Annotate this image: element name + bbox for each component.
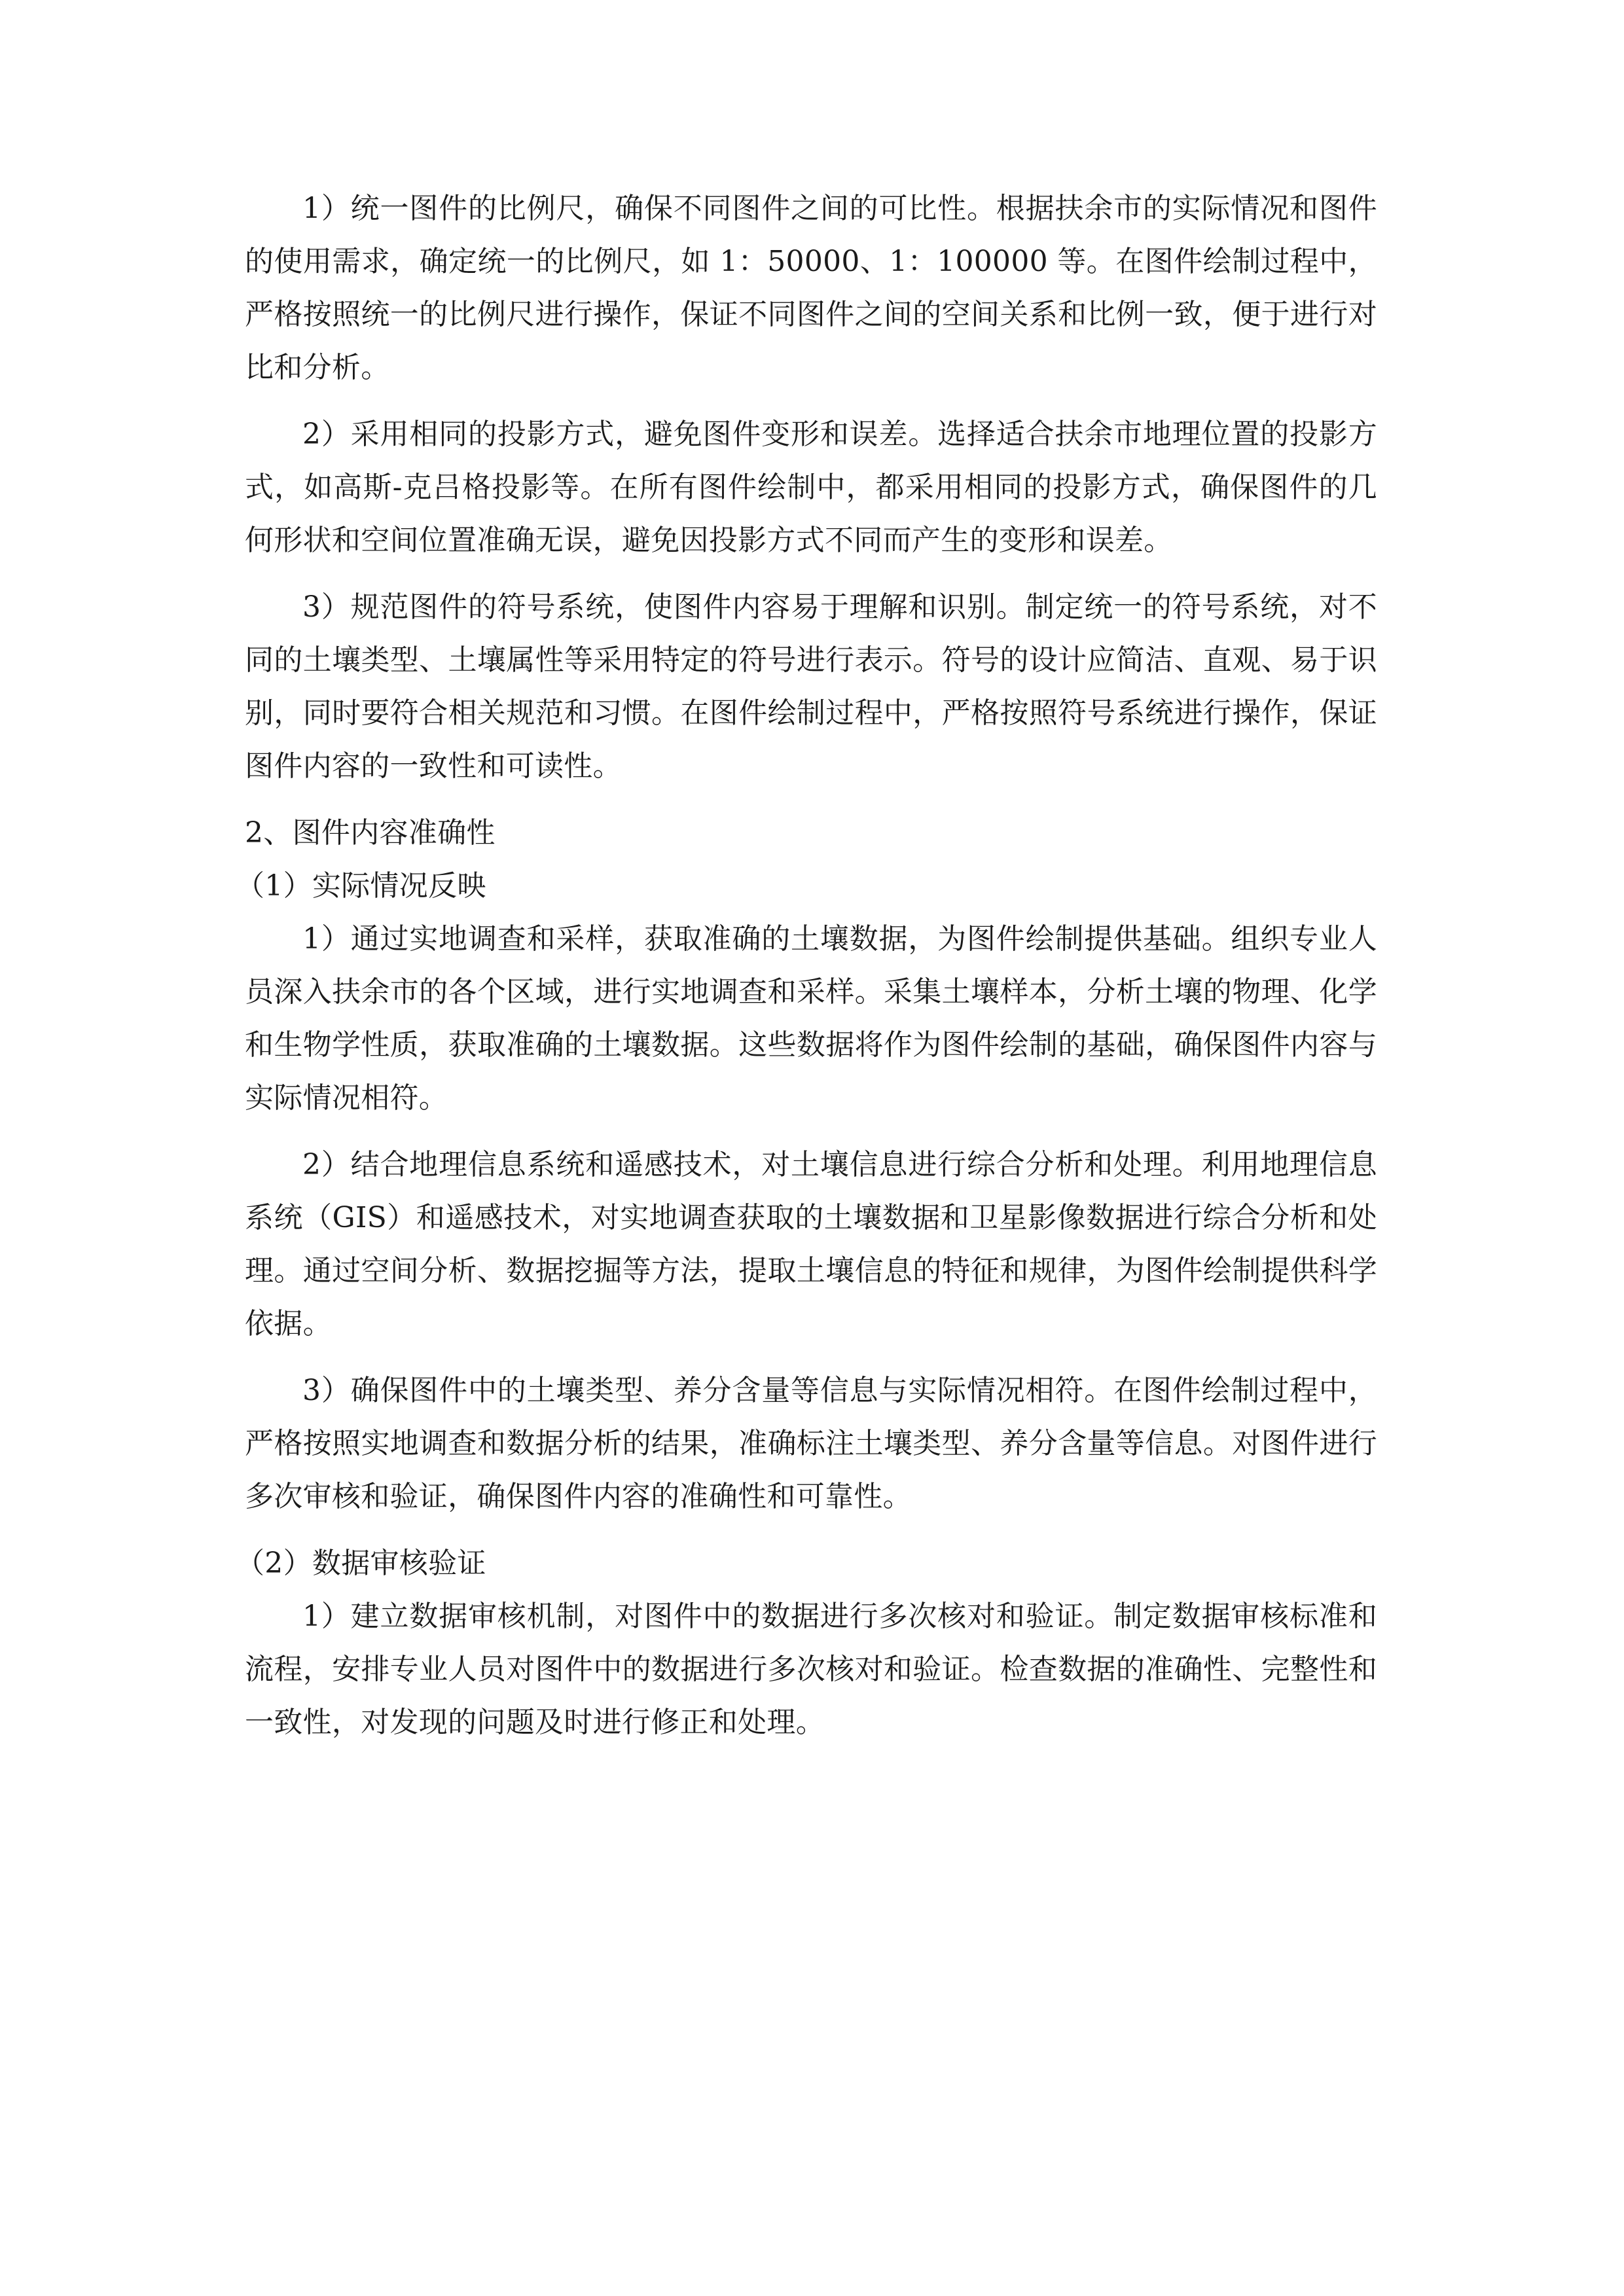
paragraph-gis-analysis: 2）结合地理信息系统和遥感技术，对土壤信息进行综合分析和处理。利用地理信息系统（GIS）和遥感技术，对实地调查获取的土壤数据和卫星影像数据进行综合分析和处理。通过空间分析、数据挖掘等方法，提取土壤信息的特征和规律，为图件绘制提供科学依据。 <box>245 1148 1377 1340</box>
paragraph-soil-info: 3）确保图件中的土壤类型、养分含量等信息与实际情况相符。在图件绘制过程中，严格按照实地调查和数据分析的结果，准确标注土壤类型、养分含量等信息。对图件进行多次审核和验证，确保图件内容的准确性和可靠性。 <box>245 1374 1377 1513</box>
section-heading: 2、图件内容准确性 <box>245 816 496 850</box>
paragraph-field-survey: 1）通过实地调查和采样，获取准确的土壤数据，为图件绘制提供基础。组织专业人员深入扶余市的各个区域，进行实地调查和采样。采集土壤样本，分析土壤的物理、化学和生物学性质，获取准确的土壤数据。这些数据将作为图件绘制的基础，确保图件内容与实际情况相符。 <box>245 922 1377 1115</box>
subsection-heading-review: （2）数据审核验证 <box>236 1547 486 1580</box>
subsection-heading-actual: （1）实际情况反映 <box>236 869 486 903</box>
paragraph-symbols: 3）规范图件的符号系统，使图件内容易于理解和识别。制定统一的符号系统，对不同的土壤类型、土壤属性等采用特定的符号进行表示。符号的设计应简洁、直观、易于识别，同时要符合相关规范和习惯。在图件绘制过程中，严格按照符号系统进行操作，保证图件内容的一致性和可读性。 <box>245 590 1377 783</box>
paragraph-projection: 2）采用相同的投影方式，避免图件变形和误差。选择适合扶余市地理位置的投影方式，如高斯-克吕格投影等。在所有图件绘制中，都采用相同的投影方式，确保图件的几何形状和空间位置准确无误，避免因投影方式不同而产生的变形和误差。 <box>245 418 1377 557</box>
document-page <box>236 182 1377 1763</box>
paragraph-data-review: 1）建立数据审核机制，对图件中的数据进行多次核对和验证。制定数据审核标准和流程，安排专业人员对图件中的数据进行多次核对和验证。检查数据的准确性、完整性和一致性，对发现的问题及时进行修正和处理。 <box>245 1600 1377 1739</box>
paragraph-scale: 1）统一图件的比例尺，确保不同图件之间的可比性。根据扶余市的实际情况和图件的使用需求，确定统一的比例尺，如 1：50000、1：100000 等。在图件绘制过程中，严格按照统一的比例尺进行操作，保证不同图件之间的空间关系和比例一致，便于进行对比和分析。 <box>245 192 1377 384</box>
